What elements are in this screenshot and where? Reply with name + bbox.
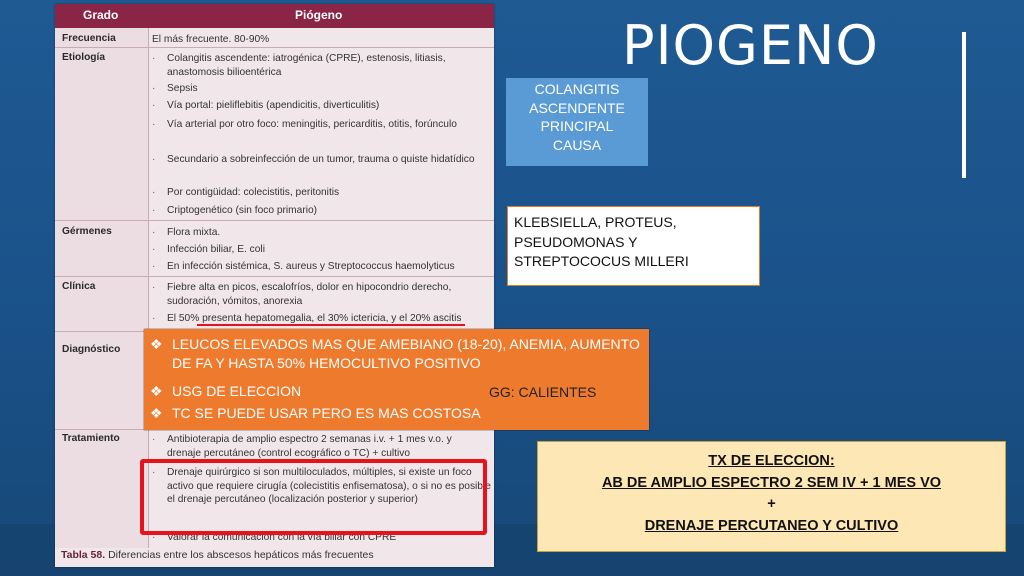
table-header bbox=[55, 4, 494, 28]
treatment-line: DRENAJE PERCUTANEO Y CULTIVO bbox=[644, 517, 899, 534]
diagnosis-item: ❖ TC SE PUEDE USAR PERO ES MAS COSTOSA bbox=[150, 405, 481, 421]
diagnosis-item: ❖ LEUCOS ELEVADOS MAS QUE AMEBIANO (18-20), ANEMIA, AUMENTO DE FA Y HASTA 50% HEMOCULTIVO POSITIVO bbox=[150, 336, 640, 371]
list-item: · Criptogenético (sin foco primario) bbox=[152, 205, 318, 216]
caption-label: Tabla 58. bbox=[61, 549, 106, 561]
row-label-germenes: Gérmenes bbox=[62, 226, 112, 237]
treatment-plus: + bbox=[767, 496, 776, 512]
callout-line: COLANGITIS bbox=[534, 81, 620, 97]
title-divider bbox=[962, 32, 966, 178]
diagnosis-box bbox=[144, 329, 649, 430]
list-item: · Flora mixta. bbox=[152, 227, 221, 238]
callout-line: PRINCIPAL bbox=[540, 118, 614, 134]
treatment-heading: TX DE ELECCION: bbox=[708, 453, 835, 469]
highlight-underline bbox=[197, 324, 465, 326]
list-item: · Secundario a sobreinfección de un tumor, trauma o quiste hidatídico bbox=[152, 154, 475, 165]
list-item: · Valorar la comunicación con la vía biliar con CPRE bbox=[152, 532, 397, 543]
organisms-line: PSEUDOMONAS Y bbox=[514, 233, 638, 250]
table-caption bbox=[61, 549, 374, 561]
list-item: · El 50% presenta hepatomegalia, el 30% ictericia, y el 20% ascitis bbox=[152, 313, 462, 324]
row-label-etiologia: Etiología bbox=[62, 52, 106, 63]
row-divider bbox=[55, 276, 494, 277]
header-piogeno: Piógeno bbox=[295, 8, 343, 22]
header-grado: Grado bbox=[83, 8, 119, 22]
red-highlight-box bbox=[140, 459, 491, 535]
row-divider bbox=[55, 220, 494, 221]
organisms-box bbox=[507, 206, 760, 286]
list-item: · Sepsis bbox=[152, 83, 198, 94]
row-divider bbox=[55, 47, 494, 48]
frecuencia-text: El más frecuente. 80-90% bbox=[152, 34, 270, 45]
row-label-diagnostico: Diagnóstico bbox=[62, 344, 121, 355]
diamond-bullet-icon: ❖ bbox=[150, 383, 163, 399]
diamond-bullet-icon: ❖ bbox=[150, 336, 163, 352]
list-item: · Colangitis ascendente: iatrogénica (CPRE), estenosis, litiasis, anastomosis bilioentérica bbox=[152, 53, 446, 78]
list-item: · En infección sistémica, S. aureus y Streptococcus haemolyticus bbox=[152, 261, 455, 272]
list-item: · Vía portal: pieliflebitis (apendicitis, diverticulitis) bbox=[152, 100, 380, 111]
list-item: · Vía arterial por otro foco: meningitis, pericarditis, otitis, forúnculo bbox=[152, 119, 457, 130]
gg-note: GG: CALIENTES bbox=[489, 384, 597, 400]
organisms-line: STREPTOCOCUS MILLERI bbox=[514, 253, 689, 269]
list-item: · Fiebre alta en picos, escalofríos, dolor en hipocondrio derecho, sudoración, vómitos, anorexia bbox=[152, 282, 452, 307]
caption-text: Diferencias entre los abscesos hepáticos más frecuentes bbox=[105, 549, 374, 561]
treatment-box bbox=[537, 441, 1006, 552]
row-label-clinica: Clínica bbox=[62, 281, 96, 292]
diagnosis-item: ❖ USG DE ELECCION bbox=[150, 383, 302, 399]
row-label-frecuencia: Frecuencia bbox=[62, 33, 116, 44]
list-item: · Por contigüidad: colecistitis, peritonitis bbox=[152, 187, 340, 198]
list-item: · Drenaje quirúrgico si son multiloculados, múltiples, si existe un foco activo que requiere cirugía (colecistitis enfisematosa), o si no es posible el drenaje percutáneo (localización posterior y superior) bbox=[152, 467, 491, 505]
cause-callout bbox=[506, 78, 648, 166]
list-item: · Infección biliar, E. coli bbox=[152, 244, 265, 255]
organisms-line: KLEBSIELLA, PROTEUS, bbox=[514, 214, 677, 230]
callout-line: ASCENDENTE bbox=[529, 99, 625, 116]
list-item: · Antibioterapia de amplio espectro 2 semanas i.v. + 1 mes v.o. y drenaje percutáneo (control ecográfico o TC) + cultivo bbox=[152, 434, 452, 459]
slide-title: PIOGENO bbox=[622, 14, 879, 77]
row-label-tratamiento: Tratamiento bbox=[62, 433, 120, 444]
callout-line: CAUSA bbox=[552, 136, 602, 153]
treatment-line: AB DE AMPLIO ESPECTRO 2 SEM IV + 1 MES VO bbox=[601, 474, 942, 491]
diamond-bullet-icon: ❖ bbox=[150, 405, 163, 421]
